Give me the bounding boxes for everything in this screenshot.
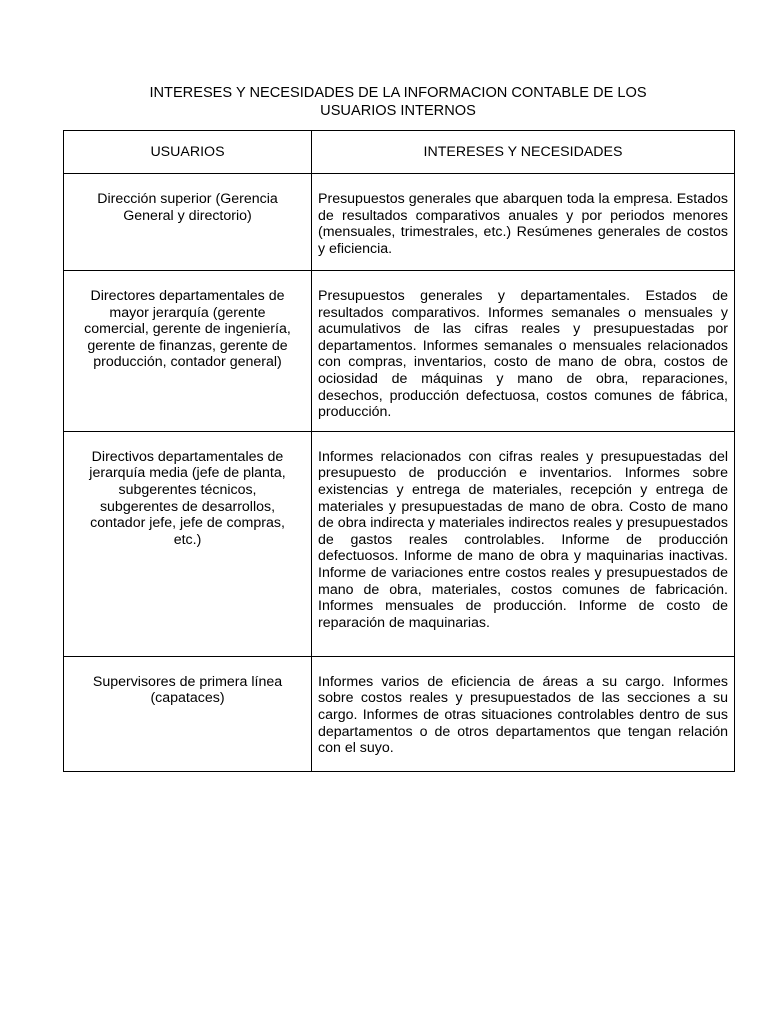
title-line-2: USUARIOS INTERNOS [320, 102, 476, 119]
title-line-1: INTERESES Y NECESIDADES DE LA INFORMACION CONTABLE DE LOS [149, 85, 647, 101]
user-cell: Supervisores de primera línea (capataces) [64, 656, 312, 771]
needs-cell: Informes varios de eficiencia de áreas a su cargo. Informes sobre costos reales y presupuestados de las secciones a su cargo. Informes de otras situaciones controlables dentro de sus departamentos o de otros departamentos que tengan relación con el suyo. [312, 656, 735, 771]
header-intereses: INTERESES Y NECESIDADES [312, 131, 735, 174]
table-row [64, 431, 735, 656]
needs-cell: Presupuestos generales y departamentales. Estados de resultados comparativos. Informes semanales o mensuales y acumulativos de las cifras reales y presupuestadas por departamentos. Informes semanales o mensuales relacionados con compras, inventarios, costo de mano de obra, costos de ociosidad de máquinas y mano de obra, reparaciones, desechos, producción defectuosa, costos comunes de fábrica, producción. [312, 271, 735, 432]
user-cell: Dirección superior (Gerencia General y directorio) [64, 174, 312, 271]
table-row [64, 656, 735, 771]
user-cell: Directores departamentales de mayor jerarquía (gerente comercial, gerente de ingeniería, gerente de finanzas, gerente de producción, contador general) [64, 271, 312, 432]
table-row [64, 271, 735, 432]
table-row [64, 174, 735, 271]
needs-cell: Presupuestos generales que abarquen toda la empresa. Estados de resultados comparativos anuales y por periodos menores (mensuales, trimestrales, etc.) Resúmenes generales de costos y eficiencia. [312, 174, 735, 271]
user-cell: Directivos departamentales de jerarquía media (jefe de planta, subgerentes técnicos, subgerentes de desarrollos, contador jefe, jefe de compras, etc.) [64, 431, 312, 656]
users-needs-table [63, 130, 735, 772]
needs-cell: Informes relacionados con cifras reales y presupuestadas del presupuesto de producción e inventarios. Informes sobre existencias y entrega de materiales, recepción y entrega de materiales y presupuestadas de mano de obra. Costo de mano de obra indirecta y materiales indirectos reales y presupuestados de gastos reales controlables. Informe de producción defectuosos. Informe de mano de obra y maquinarias inactivas. Informe de variaciones entre costos reales y presupuestados de mano de obra, materiales, costos comunes de fabricación. Informes mensuales de producción. Informe de costo de reparación de maquinarias. [312, 431, 735, 656]
document-title [63, 85, 733, 120]
header-usuarios: USUARIOS [64, 131, 312, 174]
table-header-row [64, 131, 735, 174]
